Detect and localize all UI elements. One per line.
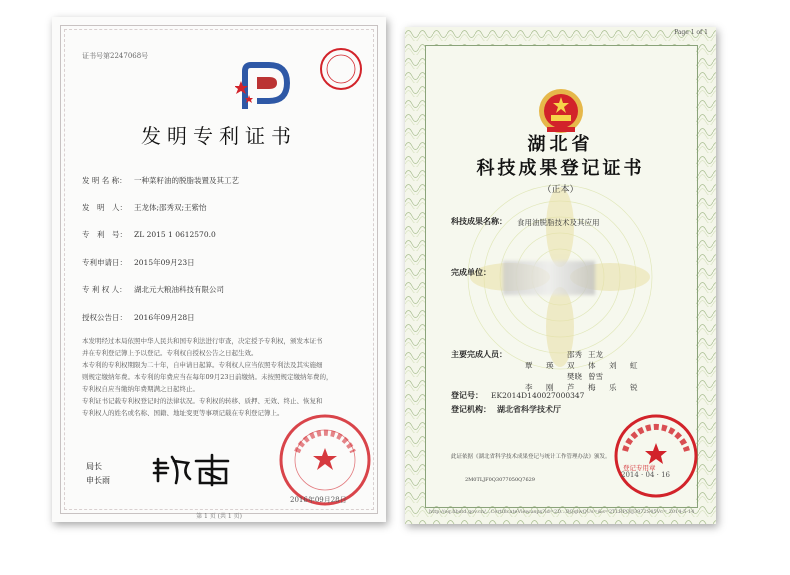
completing-unit-label: 完成单位： [451,267,491,277]
registration-org-value: 湖北省科学技术厅 [497,404,561,414]
achievement-registration-certificate [405,27,716,524]
main-personnel-label: 主要完成人员： [451,349,507,359]
personnel-row-2: 李 刚樊晓芦曾雪梅 乐 锐 [525,372,638,392]
achievement-name-label: 科技成果名称： [451,216,507,226]
registration-number-value: EK2014D140027000347 [491,391,585,400]
certificate-title: 发明专利证书 [141,124,297,148]
certificate-body-text: 本发明经过本局依照中华人民共和国专利法进行审查，决定授予专利权，颁发本证书 并在专利登记簿上予以登记。专利权自授权公告之日起生效。 本专利的专利权期限为二十年，自申请日起算。专利权人应当依照专利法及其实施细 则规定缴纳年费。本专利的年费应当在每年09月23日前缴纳。未按照规定缴纳年费的， 专利权自应当缴纳年费期满之日起终止。 专利证书记载专利权登记时的法律状况。专利权的转移、质押、无效、终止、恢复和 专利权人的姓名或名称、国籍、地址变更等事项记载在专利登记簿上。 [82,337,333,417]
science-dept-seal-icon [611,411,701,501]
completing-unit-redacted [503,261,595,295]
issue-date: 2014 · 04 · 16 [621,471,670,479]
certificate-number: 证书号第2247068号 [82,52,149,60]
patent-holder-row: 专 利 权 人： 湖北元大粮油科技有限公司 [82,285,224,294]
annual-fee-stamp-icon [317,45,365,93]
source-url-strip: http://oq.hbstd.gov.cn/...CertificateView.aspx?id=2D...BQqlwQUs=&s=2TLRPQIJ3972S45Vc= 2014-5-14 [429,509,695,515]
certificate-code-strip: 2M0TLJF0Q3077050Q7629 [465,477,535,483]
signer-block: 局长 申长雨 [86,462,110,485]
patent-certificate [52,17,386,522]
seal-date: 2016年09月28日 [290,496,347,504]
patent-number-row: 专 利 号： ZL 2015 1 0612570.0 [82,230,216,239]
inventor-row: 发 明 人： 王龙体;邵秀双;王紫怡 [82,203,207,212]
registration-number-label: 登记号： [451,390,483,400]
grant-date-row: 授权公告日： 2016年09月28日 [82,313,195,322]
filing-date-row: 专利申请日： 2015年09月23日 [82,258,195,267]
page-of-indicator: Page 1 of 1 [674,29,708,36]
page-footer: 第 1 页 (共 1 页) [196,513,242,520]
certificate-title-main: 科技成果登记证书 [476,158,645,179]
issuance-note: 此证依据《湖北省科学技术成果登记与统计工作管理办法》颁发。 [451,454,611,460]
registration-org-label: 登记机构： [451,404,491,414]
patent-office-seal-icon [277,412,373,508]
achievement-name-value: 食用油脱脂技术及其应用 [517,218,600,227]
patent-office-logo-icon [235,59,295,114]
certificate-subtitle: （正本） [542,185,579,195]
personnel-row-1: 覃 瑛邵秀双王龙体 刘 虹 [525,350,638,370]
seal-caption: 登记专用章 [623,464,656,472]
invention-name-row: 发 明 名 称： 一种菜籽油的脱脂装置及其工艺 [82,176,239,185]
handwritten-signature [152,451,238,489]
main-personnel-list [525,349,651,393]
certificate-title-province: 湖北省 [527,134,594,155]
